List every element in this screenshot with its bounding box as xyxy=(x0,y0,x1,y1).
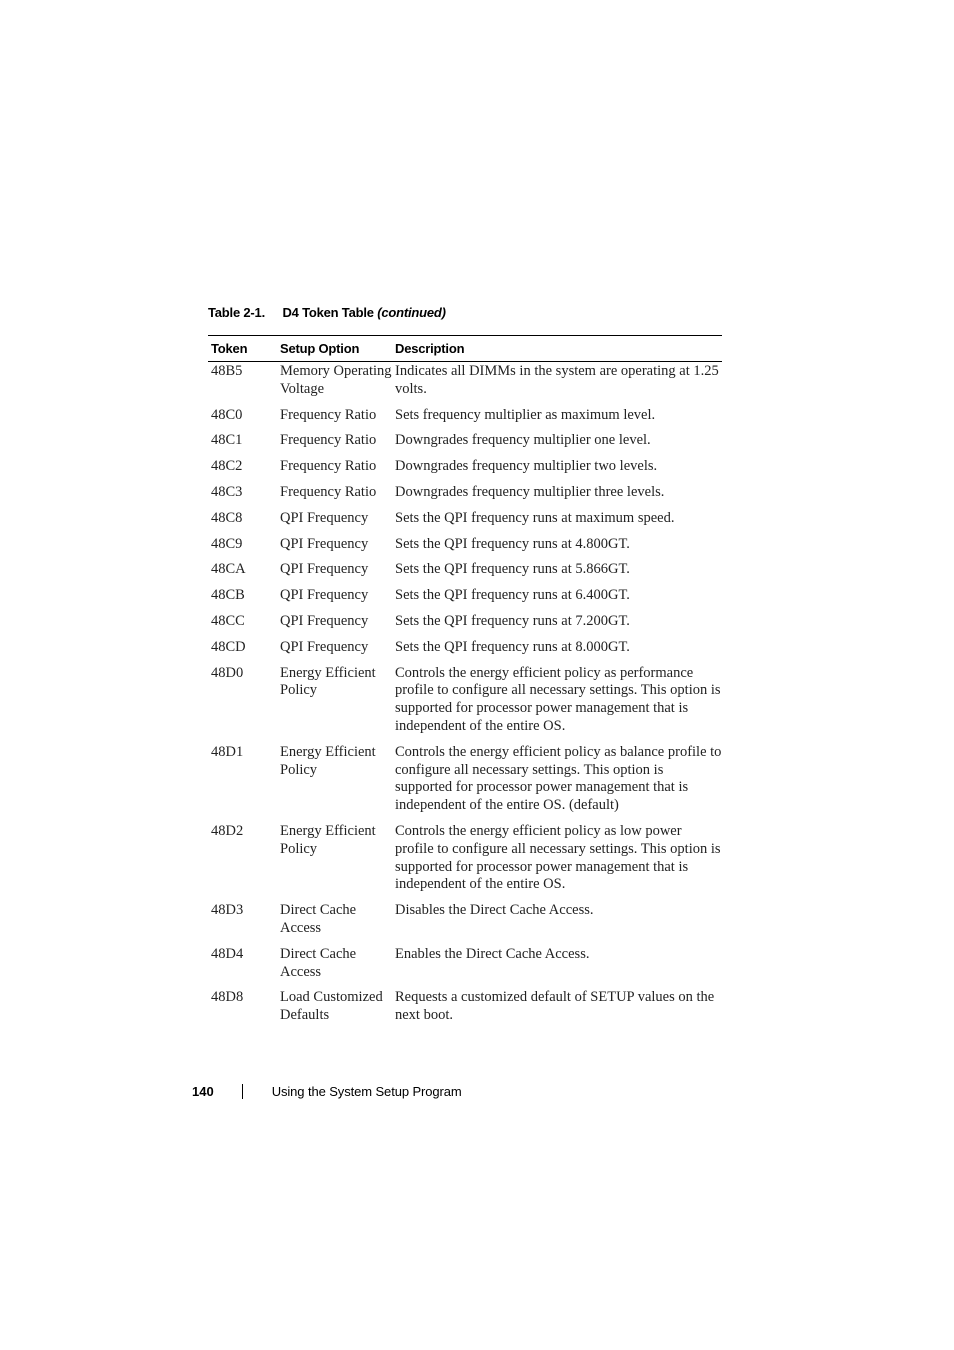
description-cell: Sets the QPI frequency runs at 8.000GT. xyxy=(395,638,630,655)
description-cell: Sets the QPI frequency runs at maximum speed. xyxy=(395,509,675,526)
setup-option-cell: Direct Cache Access xyxy=(280,902,357,936)
setup-option-cell: Load Customized Defaults xyxy=(280,989,383,1024)
setup-option-cell: Direct Cache Access xyxy=(280,945,357,980)
token-cell: 48D1 xyxy=(211,743,244,760)
token-cell: 48C2 xyxy=(211,458,243,475)
table-row xyxy=(208,946,722,982)
token-cell: 48C0 xyxy=(211,406,243,423)
setup-option-cell: QPI Frequency xyxy=(280,587,369,604)
setup-option-cell: Energy Efficient Policy xyxy=(280,743,376,778)
setup-option-cell: QPI Frequency xyxy=(280,638,369,655)
token-cell: 48D2 xyxy=(211,822,244,839)
description-cell: Enables the Direct Cache Access. xyxy=(395,945,590,962)
token-cell: 48C3 xyxy=(211,483,243,500)
setup-option-cell: QPI Frequency xyxy=(280,561,369,578)
table-header xyxy=(208,335,722,362)
token-cell: 48C1 xyxy=(211,432,243,449)
token-cell: 48D3 xyxy=(211,902,244,919)
token-cell: 48B5 xyxy=(211,363,243,379)
continued-label: (continued) xyxy=(377,305,446,320)
setup-option-cell: Frequency Ratio xyxy=(280,432,377,449)
token-cell: 48CD xyxy=(211,638,246,655)
table-row xyxy=(208,484,722,502)
token-cell: 48CC xyxy=(211,612,245,629)
description-cell: Sets the QPI frequency runs at 7.200GT. xyxy=(395,612,630,629)
setup-option-cell: Frequency Ratio xyxy=(280,458,377,475)
header-description: Description xyxy=(395,341,465,356)
table-row xyxy=(208,458,722,476)
token-cell: 48D8 xyxy=(211,989,244,1006)
token-cell: 48D0 xyxy=(211,664,244,681)
setup-option-cell: QPI Frequency xyxy=(280,612,369,629)
description-cell: Indicates all DIMMs in the system are operating at 1.25 volts. xyxy=(395,363,719,397)
table-number: Table 2-1. xyxy=(208,305,266,320)
table-row xyxy=(208,407,722,425)
description-cell: Controls the energy efficient policy as balance profile to configure all necessary settings. This option is supported for processor power management that is independent of the entire OS. (default) xyxy=(395,743,722,814)
table-row xyxy=(208,510,722,528)
description-cell: Requests a customized default of SETUP values on the next boot. xyxy=(395,989,715,1024)
table-row xyxy=(208,744,722,815)
setup-option-cell: Frequency Ratio xyxy=(280,483,377,500)
description-cell: Sets the QPI frequency runs at 4.800GT. xyxy=(395,535,630,552)
setup-option-cell: Energy Efficient Policy xyxy=(280,664,376,699)
token-table xyxy=(208,335,722,1033)
header-setup-option: Setup Option xyxy=(280,341,360,356)
setup-option-cell: Energy Efficient Policy xyxy=(280,822,376,857)
table-row xyxy=(208,989,722,1025)
description-cell: Downgrades frequency multiplier three levels. xyxy=(395,483,665,500)
description-cell: Sets the QPI frequency runs at 6.400GT. xyxy=(395,587,630,604)
description-cell: Disables the Direct Cache Access. xyxy=(395,902,594,919)
table-row xyxy=(208,613,722,631)
setup-option-cell: QPI Frequency xyxy=(280,509,369,526)
description-cell: Controls the energy efficient policy as performance profile to configure all necessary settings. This option is supported for processor power management that is independent of the entire OS. xyxy=(395,664,721,734)
description-cell: Downgrades frequency multiplier one level. xyxy=(395,432,651,449)
table-row xyxy=(208,432,722,450)
table-row xyxy=(208,363,722,399)
token-cell: 48CB xyxy=(211,587,245,604)
table-row xyxy=(208,823,722,894)
token-cell: 48C9 xyxy=(211,535,243,552)
table-caption xyxy=(208,305,446,320)
section-title: Using the System Setup Program xyxy=(271,1084,462,1099)
token-cell: 48C8 xyxy=(211,509,243,526)
table-body xyxy=(208,362,722,1025)
table-row xyxy=(208,902,722,938)
setup-option-cell: Memory Operating Voltage xyxy=(280,363,392,397)
table-title: D4 Token Table xyxy=(282,305,374,320)
token-cell: 48D4 xyxy=(211,945,244,962)
table-row xyxy=(208,561,722,579)
table-row xyxy=(208,587,722,605)
setup-option-cell: Frequency Ratio xyxy=(280,406,377,423)
description-cell: Sets the QPI frequency runs at 5.866GT. xyxy=(395,561,630,578)
page-number: 140 xyxy=(192,1084,214,1099)
table-row xyxy=(208,536,722,554)
description-cell: Controls the energy efficient policy as low power profile to configure all necessary settings. This option is supported for processor power management that is independent of the entire OS. xyxy=(395,822,721,893)
description-cell: Downgrades frequency multiplier two levels. xyxy=(395,458,658,475)
description-cell: Sets frequency multiplier as maximum level. xyxy=(395,406,656,423)
setup-option-cell: QPI Frequency xyxy=(280,535,369,552)
page-footer xyxy=(192,1084,462,1099)
header-token: Token xyxy=(211,341,248,356)
table-row xyxy=(208,665,722,736)
table-row xyxy=(208,639,722,657)
footer-divider xyxy=(242,1084,243,1099)
token-cell: 48CA xyxy=(211,561,246,578)
